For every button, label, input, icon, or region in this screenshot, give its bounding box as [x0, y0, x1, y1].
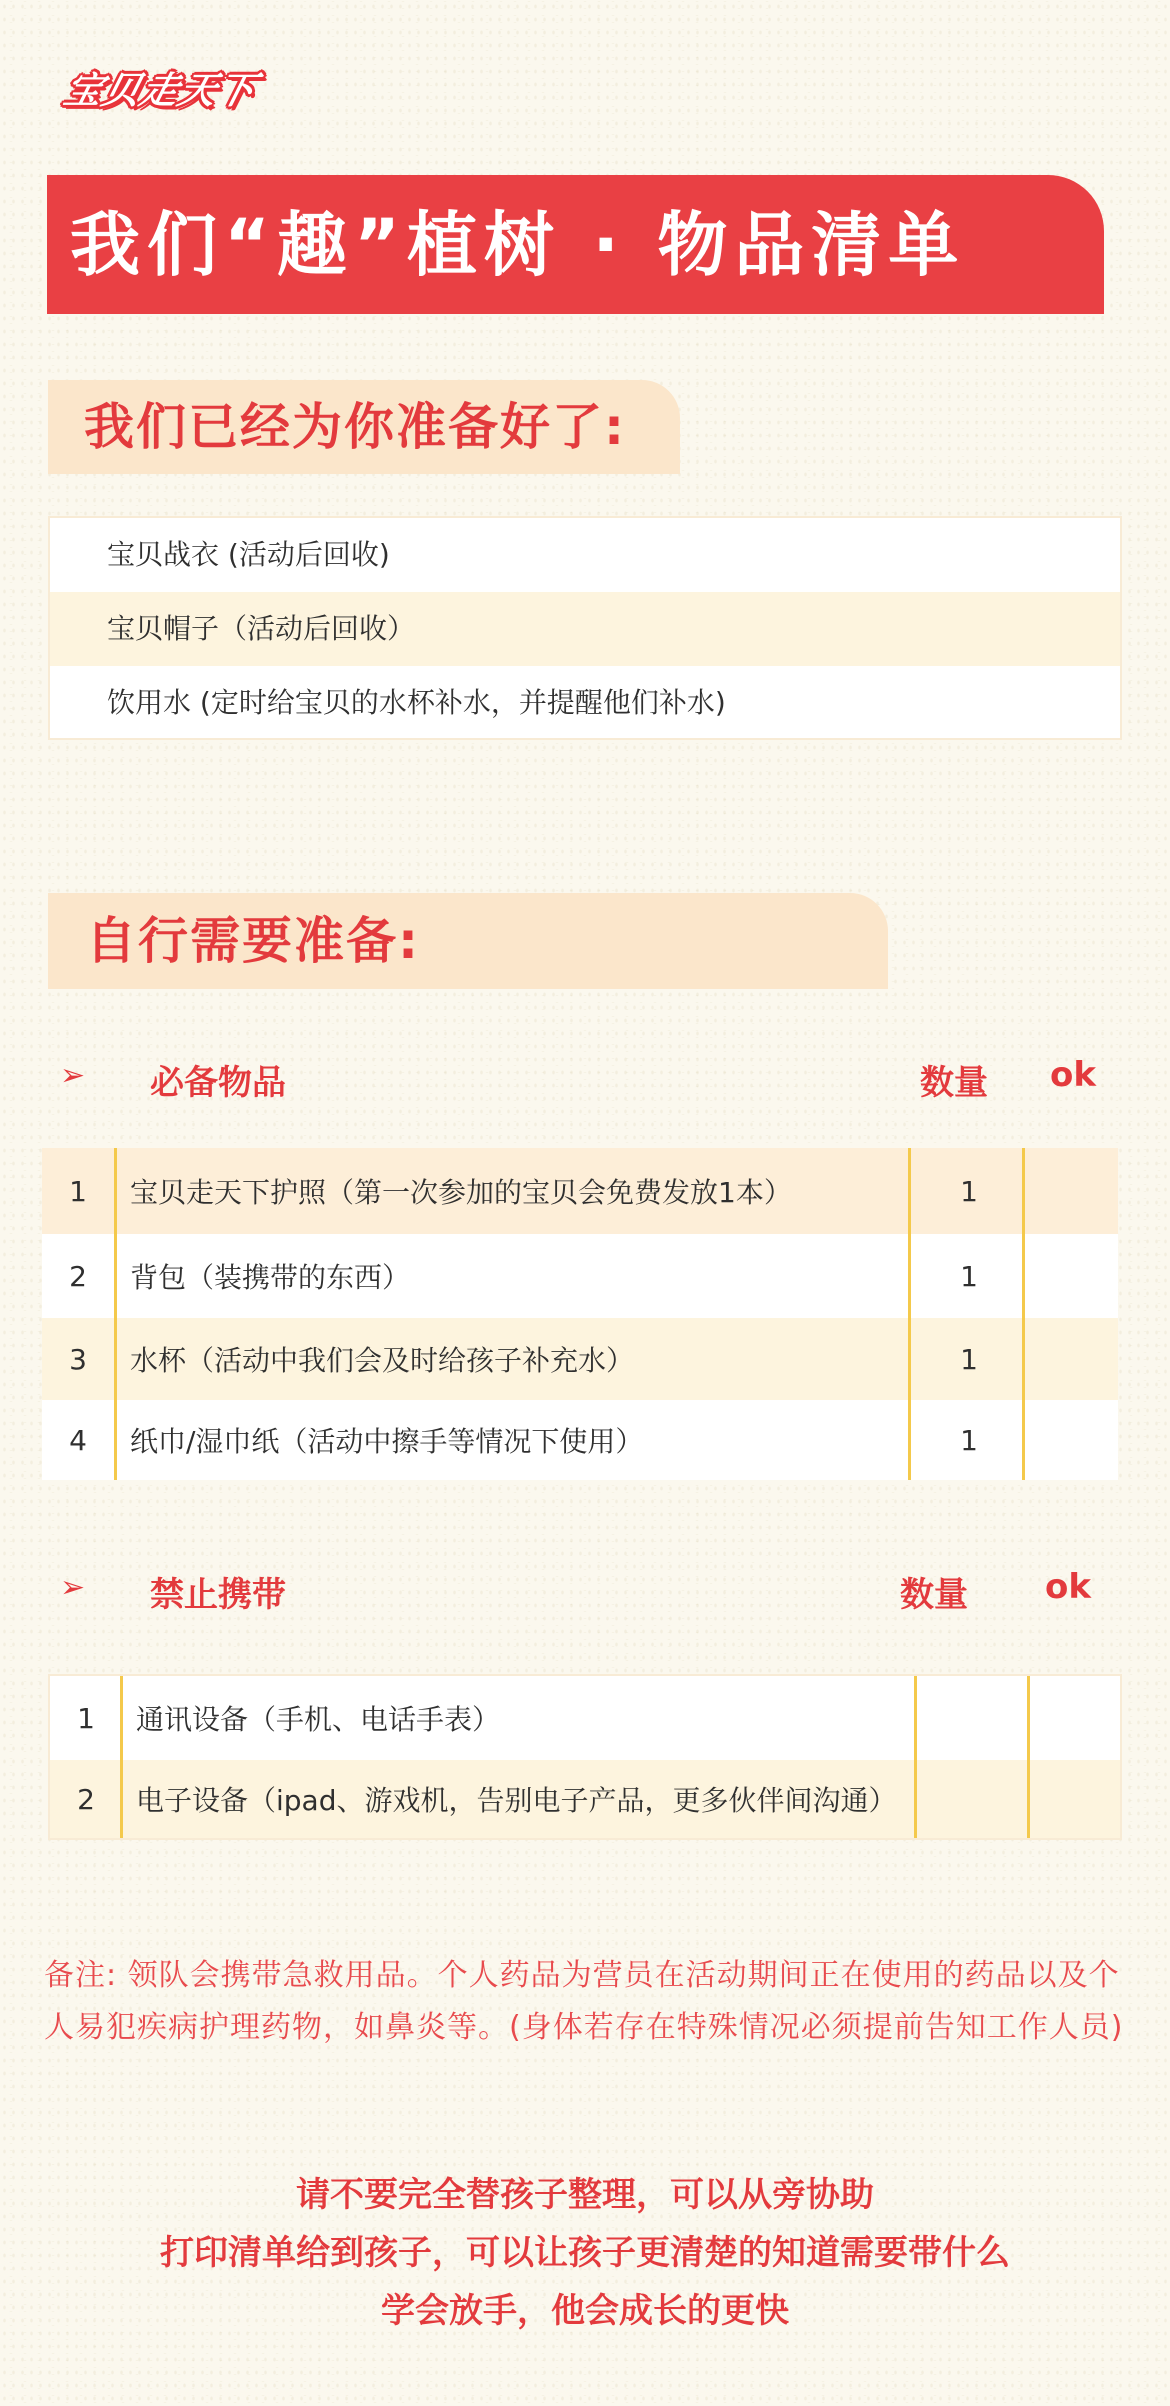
prepared-item-text: 宝贝帽子（活动后回收）	[107, 612, 416, 645]
list-item	[50, 518, 1120, 592]
page-title: 我们“趣”植树 · 物品清单	[70, 204, 966, 286]
table-row	[50, 1676, 1120, 1760]
quantity-header: 数量	[920, 1063, 988, 1103]
footer-line-3: 学会放手，他会成长的更快	[381, 2291, 789, 2331]
row-number: 2	[77, 1782, 95, 1816]
table-row	[42, 1148, 1118, 1234]
footer-line-1: 请不要完全替孩子整理，可以从旁协助	[296, 2175, 874, 2215]
item-name: 宝贝走天下护照（第一次参加的宝贝会免费发放1本）	[130, 1176, 792, 1209]
table-row	[42, 1234, 1118, 1318]
column-divider	[1027, 1676, 1030, 1838]
item-quantity: 1	[960, 1423, 978, 1457]
forbidden-items-table	[48, 1674, 1122, 1840]
column-divider	[120, 1676, 123, 1838]
item-name: 水杯（活动中我们会及时给孩子补充水）	[130, 1344, 635, 1377]
ok-header: ok	[1045, 1567, 1091, 1607]
table-row	[50, 1760, 1120, 1838]
required-items-table	[42, 1148, 1118, 1480]
prepared-heading: 我们已经为你准备好了:	[84, 398, 626, 456]
arrow-bullet-icon: ➢	[60, 1058, 86, 1093]
ok-checkbox[interactable]	[1026, 1148, 1118, 1234]
row-number: 4	[69, 1423, 87, 1457]
item-name: 通讯设备（手机、电话手表）	[136, 1703, 501, 1736]
item-quantity: 1	[960, 1259, 978, 1293]
self-prepare-heading: 自行需要准备:	[86, 912, 420, 970]
quantity-header: 数量	[900, 1575, 968, 1615]
table-row	[42, 1400, 1118, 1480]
required-section-title: 必备物品	[150, 1063, 286, 1103]
brand-logo	[51, 58, 271, 116]
column-divider	[908, 1148, 911, 1480]
ok-checkbox[interactable]	[1026, 1234, 1118, 1318]
item-quantity	[918, 1676, 1028, 1760]
footer-line-2: 打印清单给到孩子，可以让孩子更清楚的知道需要带什么	[160, 2233, 1010, 2273]
item-name: 电子设备（ipad、游戏机，告别电子产品，更多伙伴间沟通）	[136, 1784, 897, 1817]
list-item	[50, 666, 1120, 740]
item-quantity: 1	[960, 1174, 978, 1208]
prepared-item-text: 宝贝战衣 (活动后回收)	[107, 538, 390, 571]
ok-checkbox[interactable]	[1030, 1676, 1120, 1760]
column-divider	[114, 1148, 117, 1480]
row-number: 2	[69, 1259, 87, 1293]
table-row	[42, 1318, 1118, 1400]
column-divider	[914, 1676, 917, 1838]
remark-note: 备注: 领队会携带急救用品。个人药品为营员在活动期间正在使用的药品以及个人易犯疾病护理药物，如鼻炎等。(身体若存在特殊情况必须提前告知工作人员)	[44, 1958, 1124, 2045]
row-number: 1	[77, 1701, 95, 1735]
ok-checkbox[interactable]	[1030, 1760, 1120, 1838]
ok-checkbox[interactable]	[1026, 1400, 1118, 1480]
row-number: 3	[69, 1342, 87, 1376]
item-name: 背包（装携带的东西）	[130, 1261, 411, 1294]
prepared-item-text: 饮用水 (定时给宝贝的水杯补水，并提醒他们补水)	[107, 686, 726, 719]
row-number: 1	[69, 1174, 87, 1208]
brand-logo-text: 宝贝走天下	[59, 69, 261, 112]
column-divider	[1022, 1148, 1025, 1480]
prepared-list	[48, 516, 1122, 740]
arrow-bullet-icon: ➢	[60, 1570, 86, 1605]
ok-checkbox[interactable]	[1026, 1318, 1118, 1400]
item-quantity	[918, 1760, 1028, 1838]
list-item	[50, 592, 1120, 666]
item-name: 纸巾/湿巾纸（活动中擦手等情况下使用）	[130, 1425, 644, 1458]
ok-header: ok	[1050, 1055, 1096, 1095]
forbidden-section-title: 禁止携带	[150, 1575, 286, 1615]
item-quantity: 1	[960, 1342, 978, 1376]
